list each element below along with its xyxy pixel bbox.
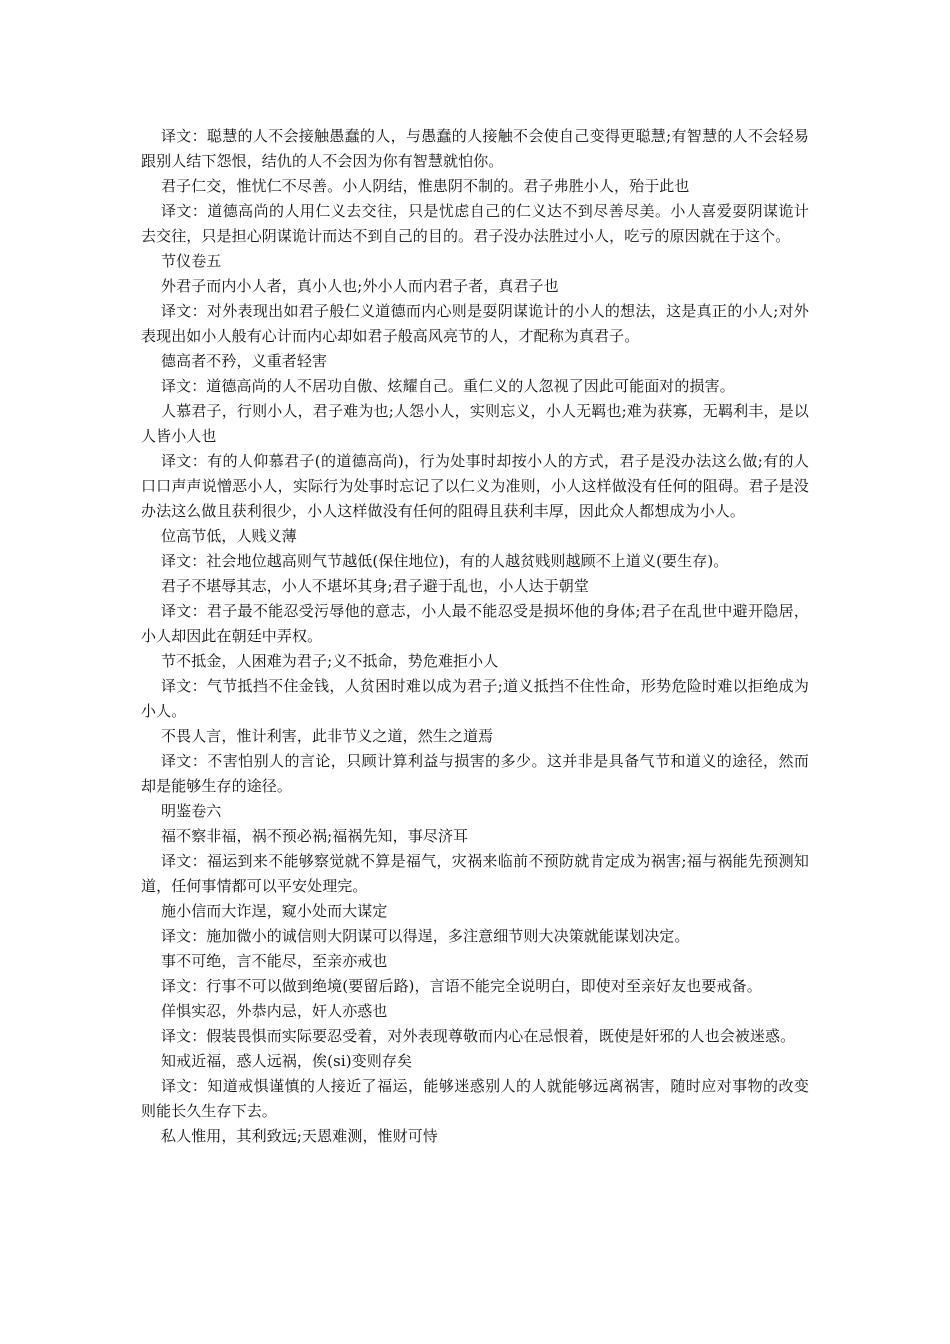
paragraph-translation: 译文：行事不可以做到绝境(要留后路)，言语不能完全说明白，即使对至亲好友也要戒备。	[161, 977, 762, 995]
paragraph-translation: 译文：有的人仰慕君子(的道德高尚)，行为处事时却按小人的方式，君子是没办法这么做;有的人口口声声说憎恶小人，实际行为处事时忘记了以仁义为准则，小人这样做没有任何的阻碍。君子是没办法这么做且获利很少，小人这样做没有任何的阻碍且获利丰厚，因此众人都想成为小人。	[141, 452, 809, 520]
paragraph-maxim: 德高者不矜，义重者轻害	[161, 352, 328, 370]
section-heading: 明鉴卷六	[161, 802, 222, 820]
paragraph-translation: 译文：道德高尚的人不居功自傲、炫耀自己。重仁义的人忽视了因此可能面对的损害。	[161, 377, 735, 395]
paragraph-translation: 译文：福运到来不能够察觉就不算是福气，灾祸来临前不预防就肯定成为祸害;福与祸能先预测知道，任何事情都可以平安处理完。	[141, 852, 809, 895]
paragraph-maxim: 不畏人言，惟计利害，此非节义之道，然生之道焉	[161, 727, 494, 745]
paragraph-maxim: 位高节低，人贱义薄	[161, 527, 297, 545]
paragraph-maxim: 事不可绝，言不能尽，至亲亦戒也	[161, 952, 388, 970]
section-heading: 节仪卷五	[161, 252, 222, 270]
paragraph-maxim: 福不察非福，祸不预必祸;福祸先知，事尽济耳	[161, 827, 469, 845]
paragraph-translation: 译文：施加微小的诚信则大阴谋可以得逞，多注意细节则大决策就能谋划决定。	[161, 927, 690, 945]
paragraph-translation: 译文：气节抵挡不住金钱，人贫困时难以成为君子;道义抵挡不住性命，形势危险时难以拒绝成为小人。	[141, 677, 809, 720]
paragraph-maxim: 节不抵金，人困难为君子;义不抵命，势危难拒小人	[161, 652, 499, 670]
paragraph-translation: 译文：对外表现出如君子般仁义道德而内心则是耍阴谋诡计的小人的想法，这是真正的小人;对外表现出如小人般有心计而内心却如君子般高风亮节的人，才配称为真君子。	[141, 302, 809, 345]
paragraph-maxim: 君子仁交，惟忧仁不尽善。小人阴结，惟患阴不制的。君子弗胜小人，殆于此也	[161, 177, 690, 195]
paragraph-translation: 译文：不害怕别人的言论，只顾计算利益与损害的多少。这并非是具备气节和道义的途径，然而却是能够生存的途径。	[141, 752, 809, 795]
paragraph-translation: 译文：道德高尚的人用仁义去交往，只是忧虑自己的仁义达不到尽善尽美。小人喜爱耍阴谋诡计去交往，只是担心阴谋诡计而达不到自己的目的。君子没办法胜过小人，吃亏的原因就在于这个。	[141, 202, 809, 245]
paragraph-translation: 译文：假装畏惧而实际要忍受着，对外表现尊敬而内心在忌恨着，既使是奸邪的人也会被迷惑。	[161, 1027, 796, 1045]
paragraph-translation: 译文：君子最不能忍受污辱他的意志，小人最不能忍受是损坏他的身体;君子在乱世中避开隐居，小人却因此在朝廷中弄权。	[141, 602, 809, 645]
paragraph-maxim: 人慕君子，行则小人，君子难为也;人怨小人，实则忘义，小人无羁也;难为获寡，无羁利丰，是以人皆小人也	[141, 402, 809, 445]
paragraph-translation: 译文：知道戒惧谨慎的人接近了福运，能够迷惑别人的人就能够远离祸害，随时应对事物的改变则能长久生存下去。	[141, 1077, 809, 1120]
paragraph-maxim: 知戒近福，惑人远祸，俟(si)变则存矣	[161, 1052, 413, 1070]
paragraph-maxim: 外君子而内小人者，真小人也;外小人而内君子者，真君子也	[161, 277, 559, 295]
paragraph-maxim: 施小信而大诈逞，窥小处而大谋定	[161, 902, 388, 920]
paragraph-maxim: 佯惧实忍，外恭内忌，奸人亦惑也	[161, 1002, 388, 1020]
paragraph-maxim: 君子不堪辱其志，小人不堪坏其身;君子避于乱也，小人达于朝堂	[161, 577, 589, 595]
paragraph-maxim: 私人惟用，其利致远;天恩难测，惟财可恃	[161, 1127, 438, 1145]
document-body	[141, 124, 809, 1149]
paragraph-translation: 译文：聪慧的人不会接触愚蠢的人，与愚蠢的人接触不会使自己变得更聪慧;有智慧的人不会轻易跟别人结下怨恨，结仇的人不会因为你有智慧就怕你。	[141, 127, 809, 170]
paragraph-translation: 译文：社会地位越高则气节越低(保住地位)，有的人越贫贱则越顾不上道义(要生存)。	[161, 552, 729, 570]
